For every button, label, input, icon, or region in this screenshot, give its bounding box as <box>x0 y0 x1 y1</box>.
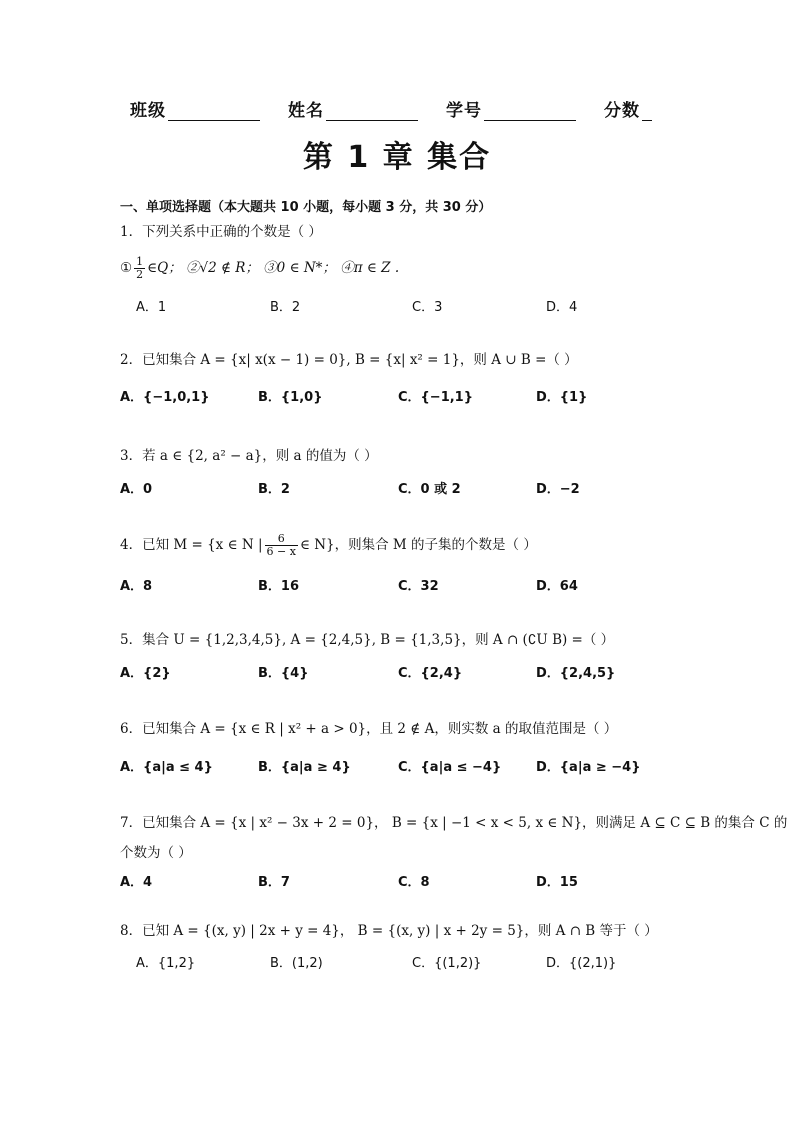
question-1-items <box>120 256 399 281</box>
id-field <box>446 96 576 121</box>
question-7-stem-cont: 个数为（ ） <box>120 845 192 861</box>
fraction: $\frac{1}{2}$ <box>136 255 144 281</box>
score-field <box>604 96 652 121</box>
option-c[interactable]: C．32 <box>398 579 439 594</box>
option-a[interactable]: A．8 <box>120 579 153 594</box>
option-a[interactable]: A．{1,2} <box>136 956 196 971</box>
id-blank <box>484 102 576 121</box>
option-d[interactable]: D．{(2,1)} <box>546 956 617 971</box>
question-4-options <box>120 575 640 595</box>
class-field <box>130 96 260 121</box>
option-a[interactable]: A．{a|a ≤ 4} <box>120 760 213 775</box>
section-heading: 一、单项选择题（本大题共 10 小题，每小题 3 分，共 30 分） <box>120 200 492 215</box>
option-a[interactable]: A．0 <box>120 482 153 497</box>
option-b[interactable]: B．16 <box>258 579 299 594</box>
question-6-options <box>120 756 640 776</box>
item-marker: ① <box>120 260 133 276</box>
question-2-options <box>120 386 640 406</box>
question-3-stem: 3．若 a ∈ {2, a² − a}，则 a 的值为（ ） <box>120 448 378 464</box>
question-4-stem: 4．已知 M = {x ∈ N | $\frac{6}{6 - x}$ ∈ N}，则集合 M 的子集的个数是（ ） <box>120 532 537 558</box>
option-c[interactable]: C．3 <box>412 300 443 315</box>
option-b[interactable]: B．2 <box>258 482 290 497</box>
option-b[interactable]: B．(1,2) <box>270 956 323 971</box>
score-blank <box>642 102 652 121</box>
question-1-stem: 1．下列关系中正确的个数是（ ） <box>120 224 322 240</box>
option-d[interactable]: D．{1} <box>536 390 588 405</box>
option-c[interactable]: C．8 <box>398 875 430 890</box>
question-8-stem: 8．已知 A = {(x, y) | 2x + y = 4}， B = {(x, y) | x + 2y = 5}，则 A ∩ B 等于（ ） <box>120 923 658 939</box>
relation-list: ∈Q； ②√2 ∉ R； ③0 ∈ N*； ④π ∈ Z . <box>147 260 400 276</box>
question-7-stem: 7．已知集合 A = {x | x² − 3x + 2 = 0}， B = {x | −1 < x < 5, x ∈ N}，则满足 A ⊆ C ⊆ B 的集合 C 的 <box>120 815 788 831</box>
option-b[interactable]: B．{a|a ≥ 4} <box>258 760 351 775</box>
option-c[interactable]: C．{a|a ≤ −4} <box>398 760 502 775</box>
option-d[interactable]: D．64 <box>536 579 578 594</box>
chapter-title: 第 1 章 集合 <box>302 140 492 175</box>
option-c[interactable]: C．{−1,1} <box>398 390 473 405</box>
option-b[interactable]: B．{1,0} <box>258 390 323 405</box>
question-1-options <box>120 296 640 316</box>
name-field <box>288 96 418 121</box>
student-info-header <box>130 96 684 121</box>
option-d[interactable]: D．15 <box>536 875 578 890</box>
score-label: 分数 <box>604 101 640 121</box>
name-blank <box>326 102 418 121</box>
question-5-options <box>120 662 640 682</box>
option-a[interactable]: A．{2} <box>120 666 171 681</box>
question-2-stem: 2．已知集合 A = {x| x(x − 1) = 0}, B = {x| x² = 1}，则 A ∪ B =（ ） <box>120 352 578 368</box>
question-8-options <box>120 952 640 972</box>
fraction: $\frac{6}{6 - x}$ <box>266 532 296 558</box>
question-5-stem: 5．集合 U = {1,2,3,4,5}, A = {2,4,5}, B = {1,3,5}，则 A ∩ (∁U B) =（ ） <box>120 632 615 648</box>
option-c[interactable]: C．0 或 2 <box>398 482 461 497</box>
option-d[interactable]: D．−2 <box>536 482 580 497</box>
class-blank <box>168 102 260 121</box>
option-c[interactable]: C．{2,4} <box>398 666 463 681</box>
option-a[interactable]: A．4 <box>120 875 153 890</box>
question-6-stem: 6．已知集合 A = {x ∈ R | x² + a > 0}，且 2 ∉ A，则实数 a 的取值范围是（ ） <box>120 721 618 737</box>
option-b[interactable]: B．7 <box>258 875 290 890</box>
option-c[interactable]: C．{(1,2)} <box>412 956 482 971</box>
id-label: 学号 <box>446 101 482 121</box>
option-d[interactable]: D．4 <box>546 300 578 315</box>
question-7-options <box>120 871 640 891</box>
option-a[interactable]: A．1 <box>136 300 167 315</box>
question-3-options <box>120 478 640 498</box>
option-d[interactable]: D．{2,4,5} <box>536 666 616 681</box>
option-d[interactable]: D．{a|a ≥ −4} <box>536 760 641 775</box>
option-a[interactable]: A．{−1,0,1} <box>120 390 210 405</box>
option-b[interactable]: B．{4} <box>258 666 309 681</box>
name-label: 姓名 <box>288 101 324 121</box>
class-label: 班级 <box>130 101 166 121</box>
option-b[interactable]: B．2 <box>270 300 301 315</box>
